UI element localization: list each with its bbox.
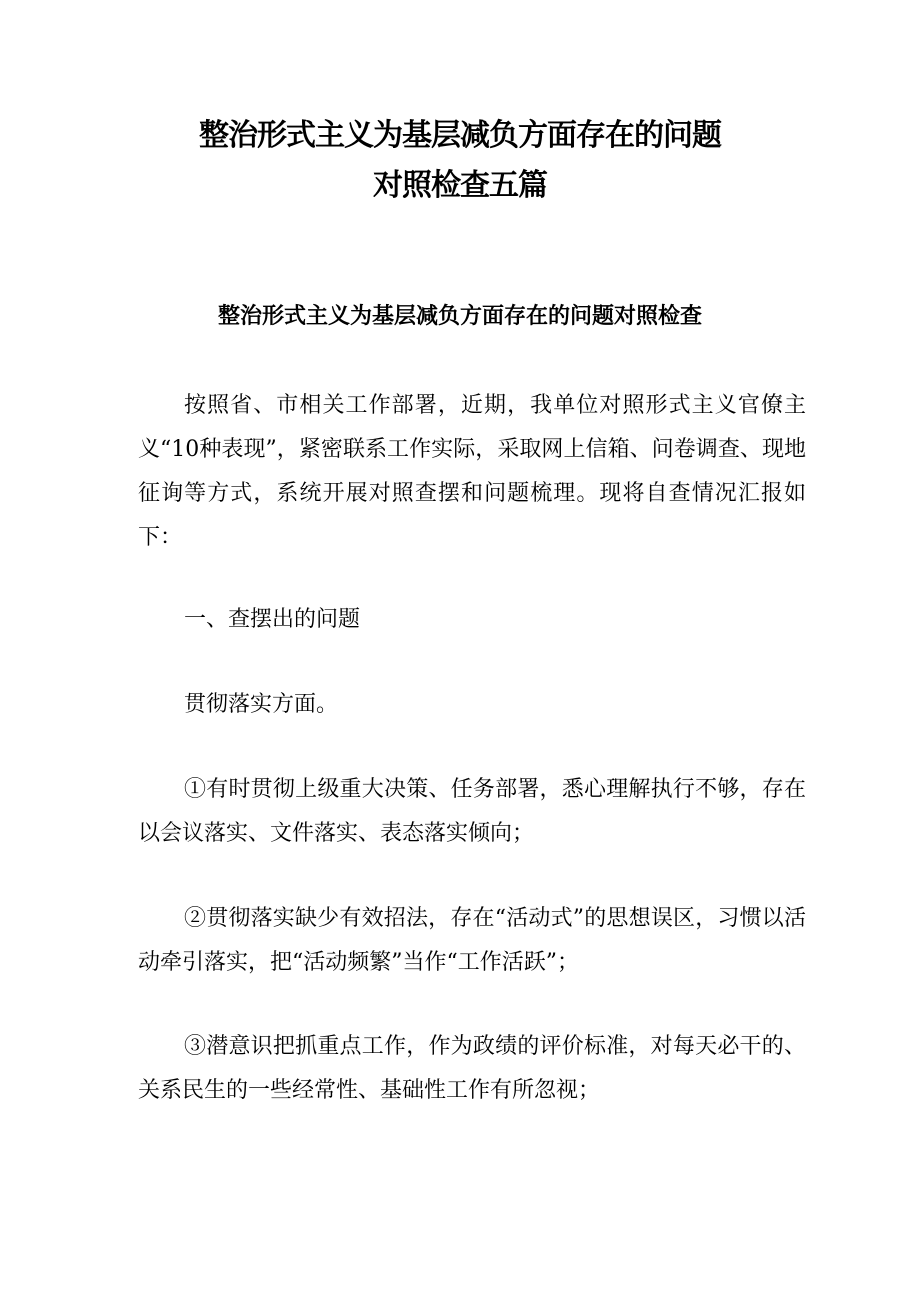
section-heading: 一、查摆出的问题 (184, 607, 361, 632)
document-title-line-1: 整治形式主义为基层减负方面存在的问题 (199, 118, 721, 153)
subsection-heading: 贯彻落实方面。 (184, 692, 339, 717)
intro-paragraph: 按照省、市相关工作部署，近期，我单位对照形式主义官僚主义“10种表现”，紧密联系工作实际，采取网上信箱、问卷调查、现地征询等方式，系统开展对照查摆和问题梳理。现将自查情况汇报如下： (138, 393, 806, 550)
document-subtitle: 整治形式主义为基层减负方面存在的问题对照检查 (217, 303, 702, 329)
issue-item-2: ②贯彻落实缺少有效招法，存在“活动式”的思想误区，习惯以活动牵引落实，把“活动频繁”当作“工作活跃”； (138, 906, 806, 975)
document-title-line-2: 对照检查五篇 (373, 168, 547, 203)
issue-item-3: ③潜意识把抓重点工作，作为政绩的评价标准，对每天必干的、关系民生的一些经常性、基础性工作有所忽视； (138, 1034, 806, 1103)
issue-item-1: ①有时贯彻上级重大决策、任务部署，悉心理解执行不够，存在以会议落实、文件落实、表态落实倾向； (138, 777, 806, 846)
